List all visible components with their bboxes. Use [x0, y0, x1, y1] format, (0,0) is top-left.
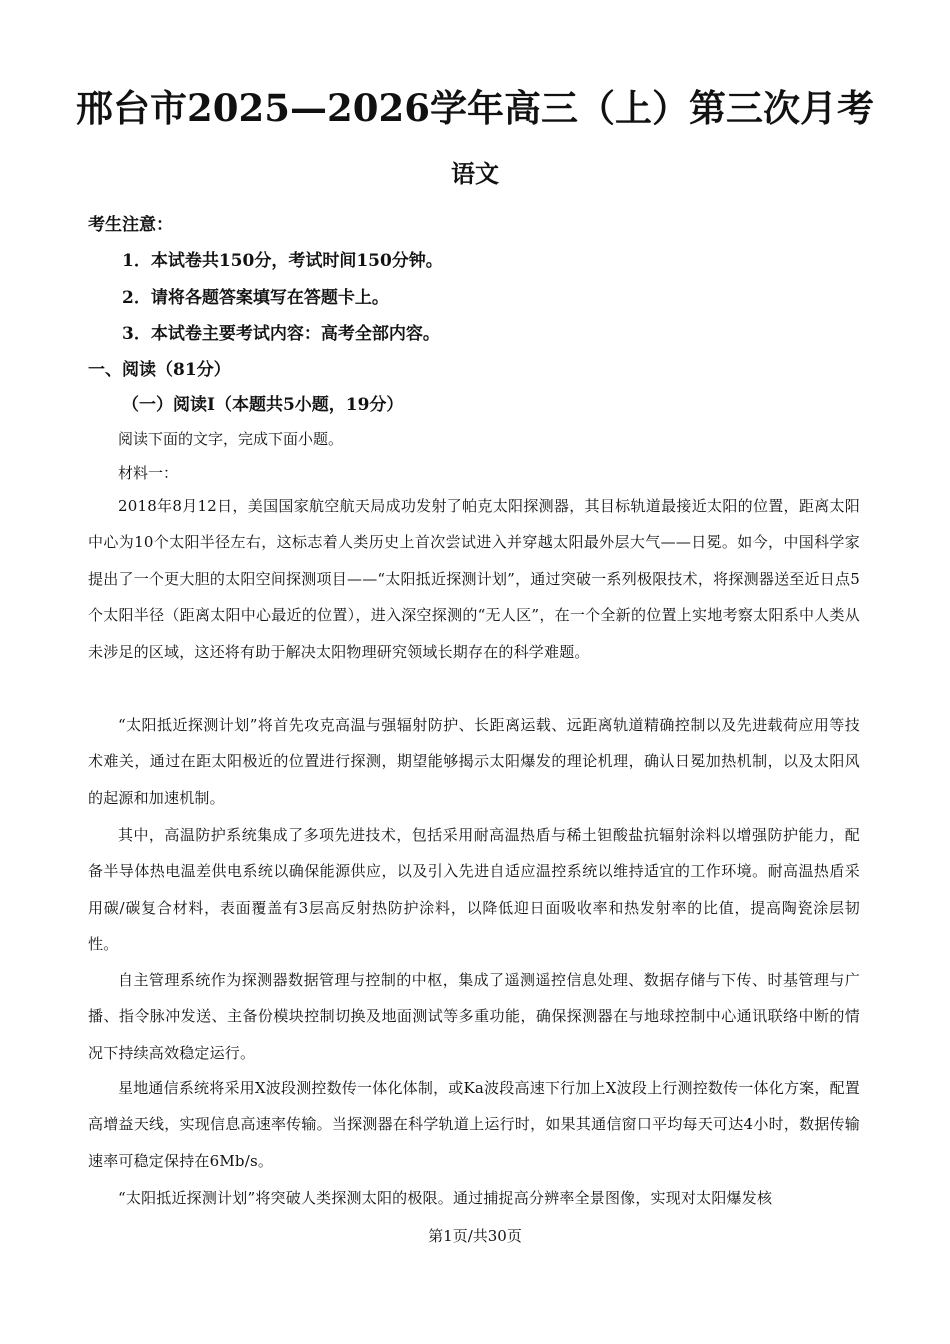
paragraph: “太阳抵近探测计划”将突破人类探测太阳的极限。通过捕捉高分辨率全景图像，实现对太阳爆发核: [118, 1189, 773, 1207]
sub-section-heading: （一）阅读Ⅰ（本题共5小题，19分）: [122, 395, 404, 415]
paragraph: 星地通信系统将采用X波段测控数传一体化体制，或Ka波段高速下行加上X波段上行测控数传一体化方案，配置高增益天线，实现信息高速率传输。当探测器在科学轨道上运行时，如果其通信窗口平均每天可达4小时，数据传输速率可稳定保持在6Mb/s。: [88, 1079, 860, 1170]
notice-heading: 考生注意：: [88, 215, 173, 235]
paragraph: 其中，高温防护系统集成了多项先进技术，包括采用耐高温热盾与稀土钽酸盐抗辐射涂料以增强防护能力，配备半导体热电温差供电系统以确保能源供应，以及引入先进自适应温控系统以维持适宜的工作环境。耐高温热盾采用碳/碳复合材料，表面覆盖有3层高反射热防护涂料，以降低迎日面吸收率和热发射率的比值，提高陶瓷涂层韧性。: [88, 826, 860, 954]
page-number: 第1页/共30页: [428, 1227, 522, 1245]
paragraph: “太阳抵近探测计划”将首先攻克高温与强辐射防护、长距离运载、远距离轨道精确控制以及先进载荷应用等技术难关，通过在距太阳极近的位置进行探测，期望能够揭示太阳爆发的理论机理，确认日冕加热机制，以及太阳风的起源和加速机制。: [88, 716, 860, 807]
material-label: 材料一：: [118, 464, 179, 482]
reading-instruction: 阅读下面的文字，完成下面小题。: [118, 430, 344, 448]
notice-item: 2．请将各题答案填写在答题卡上。: [122, 288, 389, 308]
notice-item: 1．本试卷共150分，考试时间150分钟。: [122, 251, 443, 271]
paragraph: 2018年8月12日，美国国家航空航天局成功发射了帕克太阳探测器，其目标轨道最接近太阳的位置，距离太阳中心为10个太阳半径左右，这标志着人类历史上首次尝试进入并穿越太阳最外层大气——日冕。如今，中国科学家提出了一个更大胆的太阳空间探测项目——“太阳抵近探测计划”，通过突破一系列极限技术，将探测器送至近日点5个太阳半径（距离太阳中心最近的位置），进入深空探测的“无人区”，在一个全新的位置上实地考察太阳系中人类从未涉足的区域，这还将有助于解决太阳物理研究领域长期存在的科学难题。: [88, 497, 860, 661]
section-heading: 一、阅读（81分）: [88, 360, 231, 380]
subject-title: 语文: [451, 159, 499, 188]
exam-title: 邢台市2025—2026学年高三（上）第三次月考: [76, 86, 874, 130]
paragraph: 自主管理系统作为探测器数据管理与控制的中枢，集成了遥测遥控信息处理、数据存储与下传、时基管理与广播、指令脉冲发送、主备份模块控制切换及地面测试等多重功能，确保探测器在与地球控制中心通讯联络中断的情况下持续高效稳定运行。: [88, 971, 860, 1062]
notice-item: 3．本试卷主要考试内容：高考全部内容。: [122, 324, 440, 344]
